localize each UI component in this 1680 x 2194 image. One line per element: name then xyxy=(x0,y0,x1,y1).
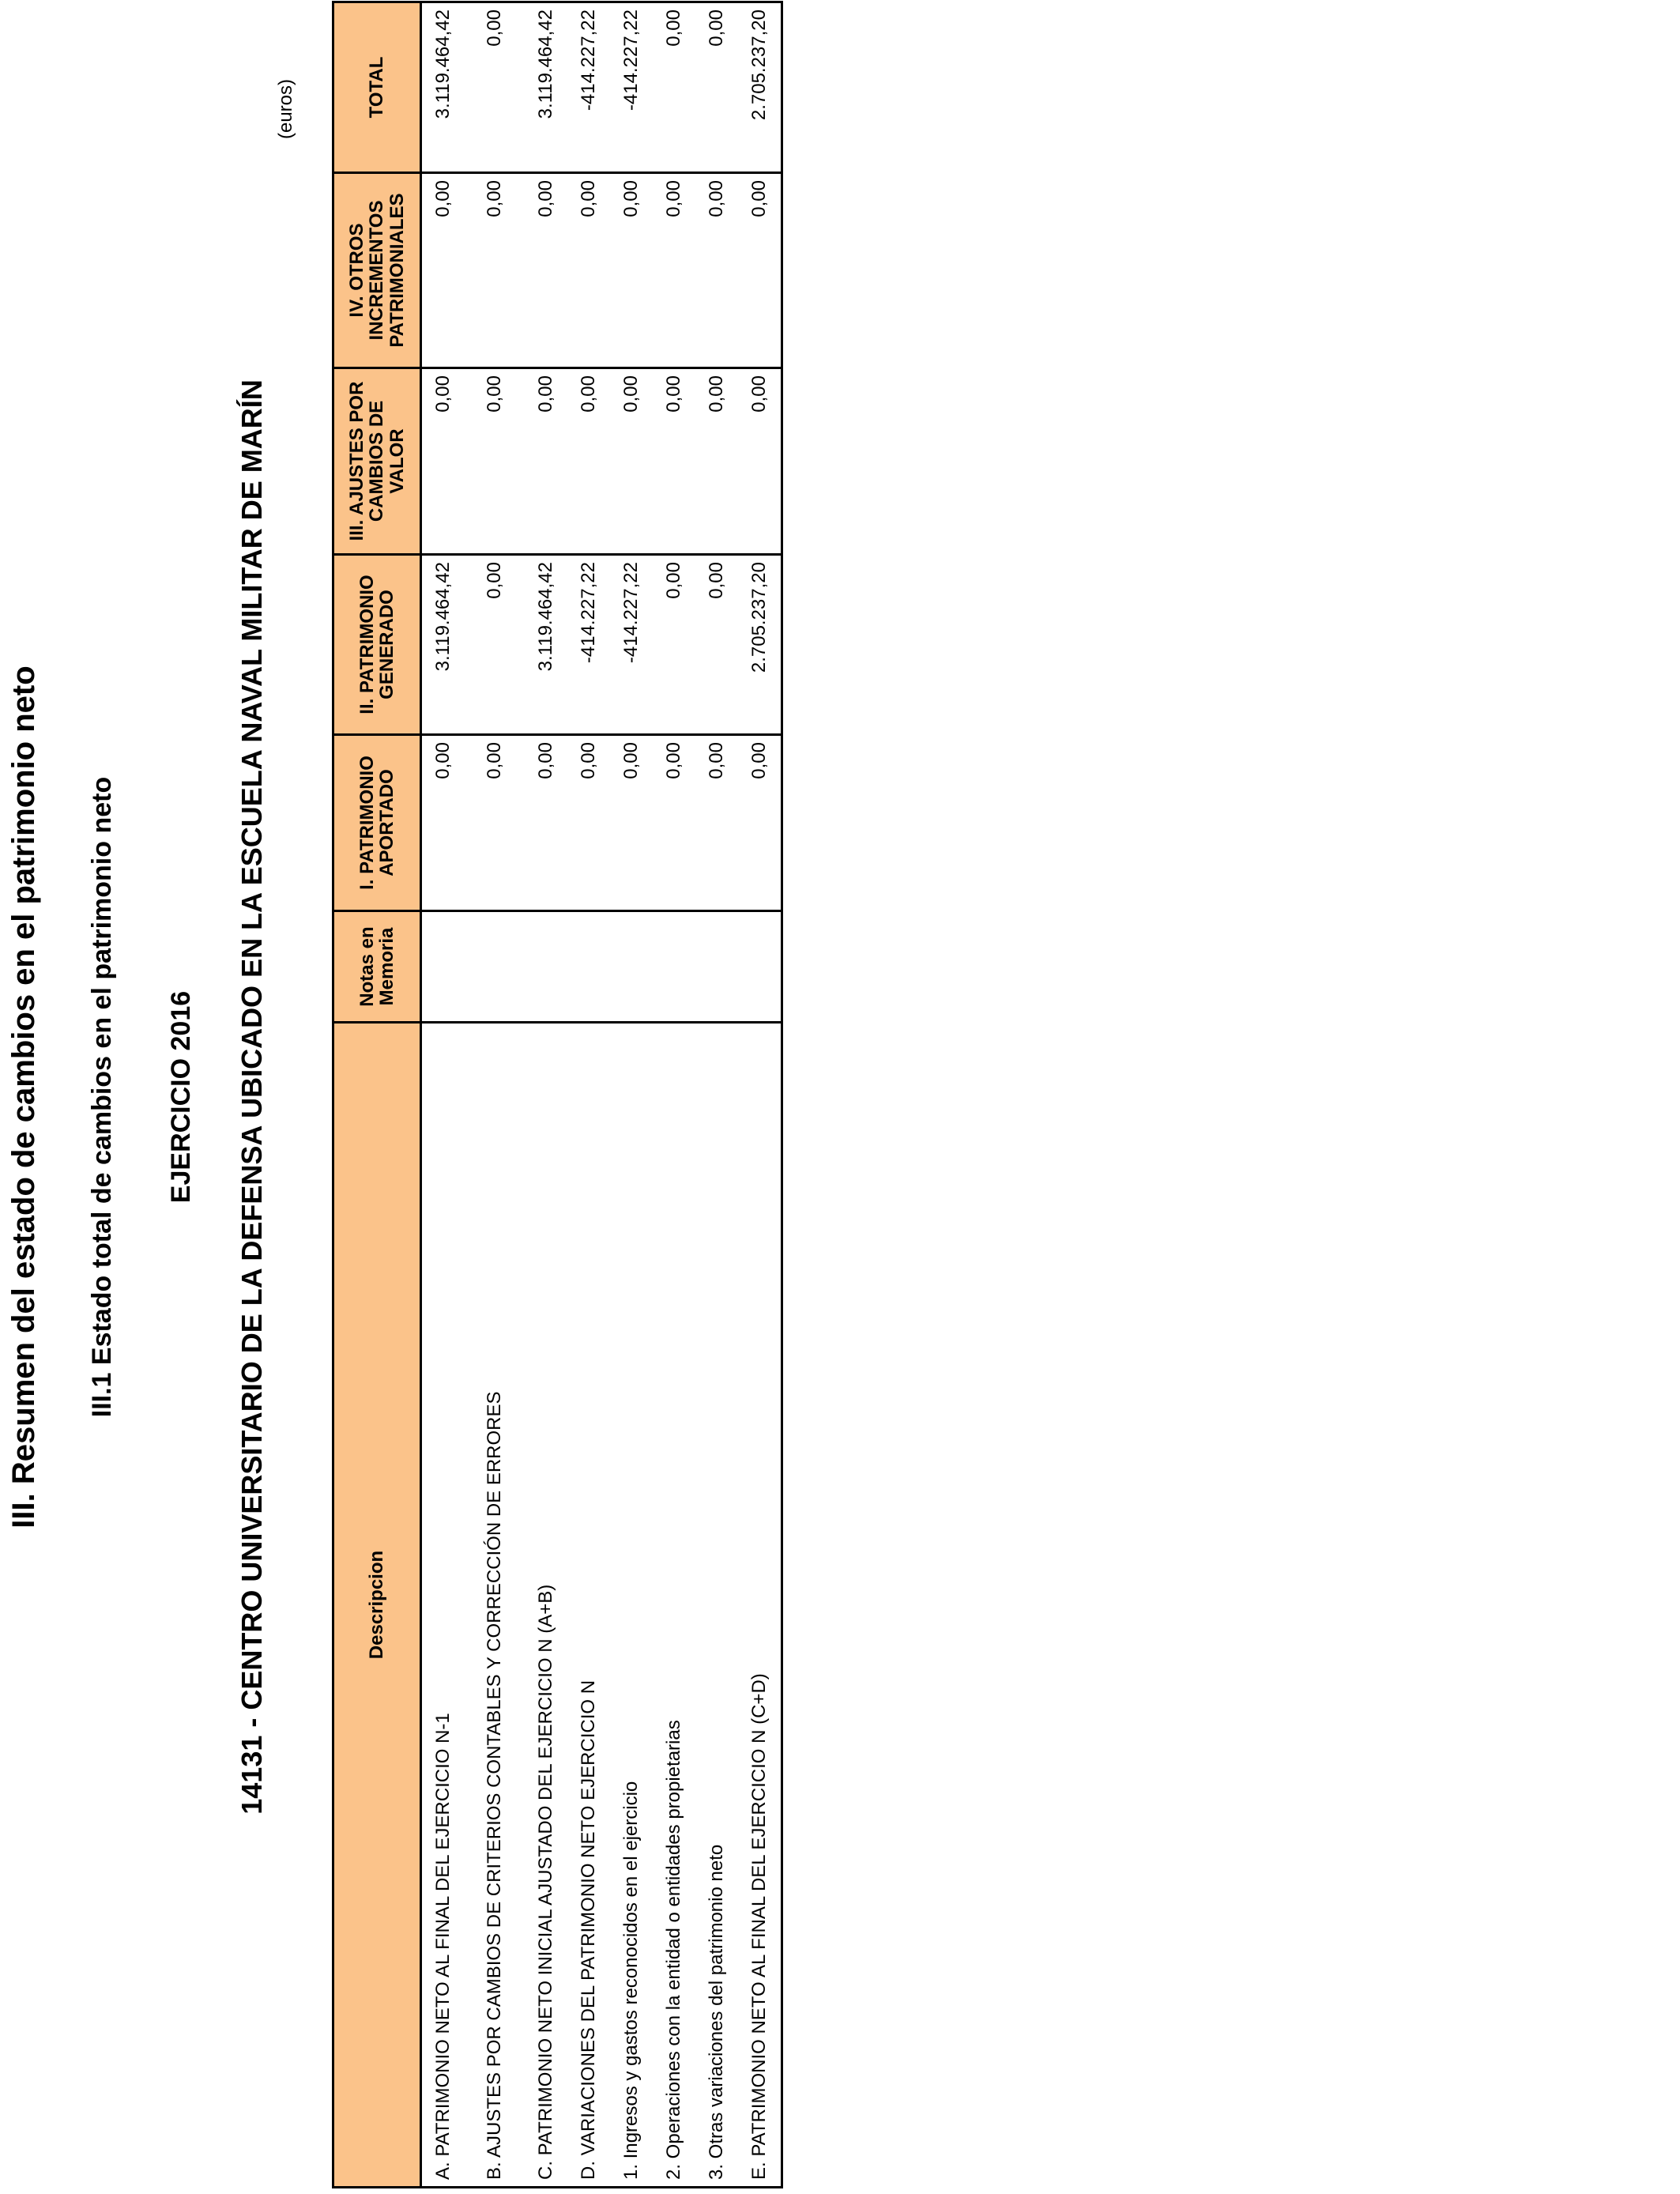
row-ajustes-valor: 0,00 xyxy=(525,368,567,555)
row-patrimonio-generado: 2.705.237,20 xyxy=(738,555,782,735)
row-otros-incrementos: 0,00 xyxy=(421,173,465,368)
row-notes xyxy=(421,911,465,1023)
row-description: E. PATRIMONIO NETO AL FINAL DEL EJERCICIO N (C+D) xyxy=(738,1023,782,2188)
table-row xyxy=(525,2,567,2188)
row-patrimonio-generado: 0,00 xyxy=(695,555,738,735)
table-row xyxy=(695,2,738,2188)
row-total: -414.227,22 xyxy=(610,2,653,173)
row-ajustes-valor: 0,00 xyxy=(421,368,465,555)
row-total: 2.705.237,20 xyxy=(738,2,782,173)
header-ajustes-valor: III. AJUSTES POR CAMBIOS DE VALOR xyxy=(333,368,421,555)
row-total: 0,00 xyxy=(465,2,525,173)
row-total: 0,00 xyxy=(653,2,695,173)
table-row xyxy=(738,2,782,2188)
row-notes xyxy=(610,911,653,1023)
report-title: III. Resumen del estado de cambios en el patrimonio neto xyxy=(6,665,41,1529)
row-patrimonio-generado: -414.227,22 xyxy=(610,555,653,735)
row-otros-incrementos: 0,00 xyxy=(465,173,525,368)
units-label: (euros) xyxy=(275,78,296,139)
row-total: 0,00 xyxy=(695,2,738,173)
row-otros-incrementos: 0,00 xyxy=(695,173,738,368)
row-patrimonio-aportado: 0,00 xyxy=(653,735,695,911)
report-subtitle: III.1 Estado total de cambios en el patrimonio neto xyxy=(87,776,117,1418)
row-otros-incrementos: 0,00 xyxy=(610,173,653,368)
row-patrimonio-generado: 3.119.464,42 xyxy=(421,555,465,735)
row-description: 2. Operaciones con la entidad o entidades propietarias xyxy=(653,1023,695,2188)
row-description: 1. Ingresos y gastos reconocidos en el ejercicio xyxy=(610,1023,653,2188)
header-patrimonio-aportado: I. PATRIMONIO APORTADO xyxy=(333,735,421,911)
table-row xyxy=(567,2,610,2188)
row-ajustes-valor: 0,00 xyxy=(695,368,738,555)
header-patrimonio-generado: II. PATRIMONIO GENERADO xyxy=(333,555,421,735)
row-description: B. AJUSTES POR CAMBIOS DE CRITERIOS CONTABLES Y CORRECCIÓN DE ERRORES xyxy=(465,1023,525,2188)
row-description: C. PATRIMONIO NETO INICIAL AJUSTADO DEL EJERCICIO N (A+B) xyxy=(525,1023,567,2188)
row-otros-incrementos: 0,00 xyxy=(525,173,567,368)
table-row xyxy=(653,2,695,2188)
row-patrimonio-aportado: 0,00 xyxy=(738,735,782,911)
row-ajustes-valor: 0,00 xyxy=(653,368,695,555)
row-patrimonio-generado: 0,00 xyxy=(653,555,695,735)
row-notes xyxy=(695,911,738,1023)
row-patrimonio-aportado: 0,00 xyxy=(695,735,738,911)
row-description: 3. Otras variaciones del patrimonio neto xyxy=(695,1023,738,2188)
equity-changes-table xyxy=(332,1,783,2188)
table-row xyxy=(610,2,653,2188)
row-otros-incrementos: 0,00 xyxy=(567,173,610,368)
row-patrimonio-aportado: 0,00 xyxy=(610,735,653,911)
table-row xyxy=(465,2,525,2188)
row-patrimonio-aportado: 0,00 xyxy=(465,735,525,911)
header-otros-incrementos: IV. OTROS INCREMENTOS PATRIMONIALES xyxy=(333,173,421,368)
row-notes xyxy=(567,911,610,1023)
row-total: 3.119.464,42 xyxy=(421,2,465,173)
row-ajustes-valor: 0,00 xyxy=(738,368,782,555)
table-row xyxy=(421,2,465,2188)
row-notes xyxy=(465,911,525,1023)
header-descripcion: Descripcion xyxy=(333,1023,421,2188)
table-header-row xyxy=(333,2,421,2188)
row-ajustes-valor: 0,00 xyxy=(465,368,525,555)
row-notes xyxy=(738,911,782,1023)
row-patrimonio-aportado: 0,00 xyxy=(525,735,567,911)
header-notas: Notas en Memoria xyxy=(333,911,421,1023)
row-patrimonio-generado: 3.119.464,42 xyxy=(525,555,567,735)
row-patrimonio-aportado: 0,00 xyxy=(567,735,610,911)
row-otros-incrementos: 0,00 xyxy=(653,173,695,368)
row-patrimonio-aportado: 0,00 xyxy=(421,735,465,911)
row-total: -414.227,22 xyxy=(567,2,610,173)
row-ajustes-valor: 0,00 xyxy=(610,368,653,555)
row-ajustes-valor: 0,00 xyxy=(567,368,610,555)
row-notes xyxy=(653,911,695,1023)
row-otros-incrementos: 0,00 xyxy=(738,173,782,368)
row-notes xyxy=(525,911,567,1023)
row-total: 3.119.464,42 xyxy=(525,2,567,173)
row-patrimonio-generado: -414.227,22 xyxy=(567,555,610,735)
row-description: A. PATRIMONIO NETO AL FINAL DEL EJERCICIO N-1 xyxy=(421,1023,465,2188)
row-description: D. VARIACIONES DEL PATRIMONIO NETO EJERCICIO N xyxy=(567,1023,610,2188)
row-patrimonio-generado: 0,00 xyxy=(465,555,525,735)
fiscal-year: EJERCICIO 2016 xyxy=(166,990,196,1204)
header-total: TOTAL xyxy=(333,2,421,173)
entity-name: 14131 - CENTRO UNIVERSITARIO DE LA DEFENSA UBICADO EN LA ESCUELA NAVAL MILITAR DE MARÍN xyxy=(235,379,268,1815)
